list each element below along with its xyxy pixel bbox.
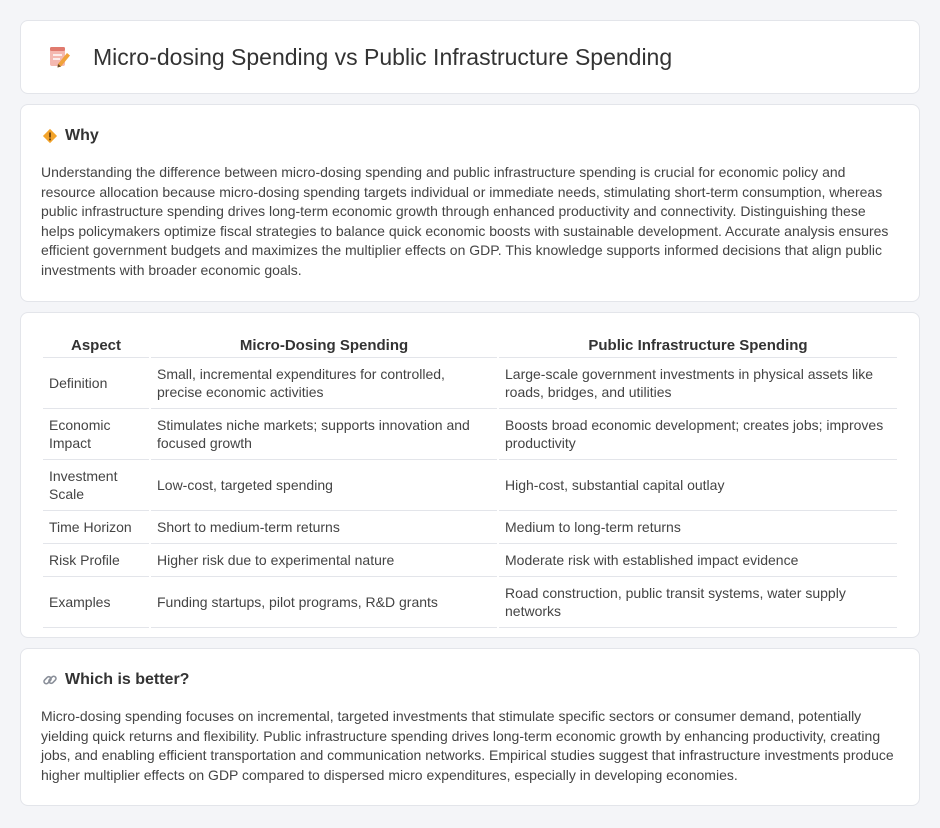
header-aspect: Aspect: [43, 331, 149, 358]
row-micro-dosing: Higher risk due to experimental nature: [151, 544, 497, 577]
row-aspect: Time Horizon: [43, 511, 149, 544]
better-header: [41, 671, 899, 689]
table-row: [43, 358, 897, 409]
table-row: [43, 544, 897, 577]
table-row: [43, 460, 897, 511]
why-heading: Why: [65, 127, 99, 144]
row-aspect: Examples: [43, 577, 149, 628]
better-heading: Which is better?: [65, 671, 190, 688]
table-header-row: [43, 331, 897, 358]
table-row: [43, 511, 897, 544]
row-public-infrastructure: Medium to long-term returns: [499, 511, 897, 544]
better-text: Micro-dosing spending focuses on incremental, targeted investments that stimulate specific sectors or consumer demand, potentially yielding quick returns and flexibility. Public infrastructure spending drives long-term economic growth by enhancing productivity, creating jobs, and enabling efficient transportation and communication networks. Empirical studies suggest that infrastructure investments produce higher multiplier effects on GDP compared to dispersed micro expenditures, especially in developing economies.: [41, 708, 894, 783]
row-micro-dosing: Small, incremental expenditures for controlled, precise economic activities: [151, 358, 497, 409]
why-section: [20, 104, 920, 302]
row-public-infrastructure: Road construction, public transit systems, water supply networks: [499, 577, 897, 628]
page-title: Micro-dosing Spending vs Public Infrastructure Spending: [93, 43, 673, 70]
row-micro-dosing: Funding startups, pilot programs, R&D grants: [151, 577, 497, 628]
row-public-infrastructure: Moderate risk with established impact evidence: [499, 544, 897, 577]
comparison-table: [41, 331, 899, 628]
why-header: [41, 127, 899, 145]
title-card: [20, 20, 920, 94]
row-micro-dosing: Stimulates niche markets; supports innovation and focused growth: [151, 409, 497, 460]
row-aspect: Economic Impact: [43, 409, 149, 460]
row-micro-dosing: Low-cost, targeted spending: [151, 460, 497, 511]
link-icon: [41, 671, 59, 689]
table-row: [43, 409, 897, 460]
row-public-infrastructure: High-cost, substantial capital outlay: [499, 460, 897, 511]
comparison-table-card: [20, 312, 920, 638]
header-public-infrastructure: Public Infrastructure Spending: [499, 331, 897, 358]
row-micro-dosing: Short to medium-term returns: [151, 511, 497, 544]
table-row: [43, 577, 897, 628]
row-aspect: Definition: [43, 358, 149, 409]
row-public-infrastructure: Large-scale government investments in physical assets like roads, bridges, and utilities: [499, 358, 897, 409]
which-is-better-section: [20, 648, 920, 806]
row-aspect: Investment Scale: [43, 460, 149, 511]
notepad-pencil-icon: [45, 43, 73, 71]
header-micro-dosing: Micro-Dosing Spending: [151, 331, 497, 358]
why-text: Understanding the difference between micro-dosing spending and public infrastructure spending is crucial for economic policy and resource allocation because micro-dosing spending targets individual or immediate needs, stimulating short-term consumption, whereas public infrastructure spending drives long-term economic growth through enhanced productivity and connectivity. Distinguishing these helps policymakers optimize fiscal strategies to balance quick economic boosts with sustainable development. Accurate analysis ensures efficient government budgets and maximizes the multiplier effects on GDP. This knowledge supports informed decisions that align public investments with broader economic goals.: [41, 164, 889, 278]
row-aspect: Risk Profile: [43, 544, 149, 577]
row-public-infrastructure: Boosts broad economic development; creates jobs; improves productivity: [499, 409, 897, 460]
diamond-sign-icon: [41, 127, 59, 145]
